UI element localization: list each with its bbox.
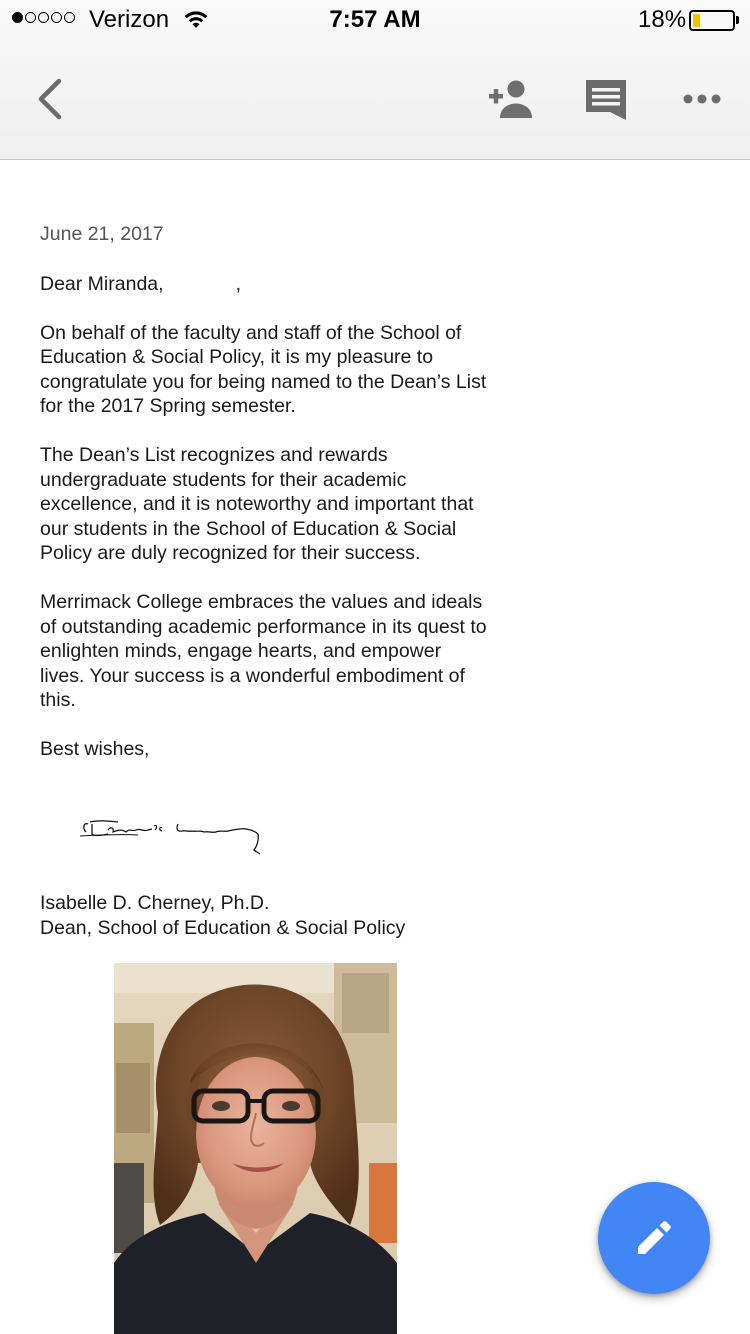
letter-closing: Best wishes, bbox=[40, 738, 150, 760]
comment-icon bbox=[584, 78, 628, 122]
battery-tip bbox=[736, 16, 739, 24]
signer-title: Dean, School of Education & Social Policy bbox=[40, 916, 406, 939]
pencil-icon bbox=[632, 1216, 676, 1260]
edit-fab-button[interactable] bbox=[598, 1182, 710, 1294]
battery-icon bbox=[689, 10, 735, 31]
status-time: 7:57 AM bbox=[329, 6, 421, 33]
carrier-name: Verizon bbox=[89, 6, 170, 33]
more-options-button[interactable] bbox=[680, 84, 724, 114]
letter-paragraph-1: On behalf of the faculty and staff of the School of Education & Social Policy, it is my pleasure to congratulate you for being named to the Dean’s List for the 2017 Spring semester. bbox=[40, 321, 487, 417]
battery-percent: 18% bbox=[638, 6, 687, 33]
top-bar bbox=[0, 0, 750, 160]
letter-paragraph-2: The Dean’s List recognizes and rewards undergraduate students for their academic excellence, and it is noteworthy and important that our students in the School of Education & Social Policy are duly recognized for their success. bbox=[40, 444, 474, 564]
letter-greeting bbox=[40, 272, 490, 297]
back-button[interactable] bbox=[26, 75, 74, 123]
more-horiz-icon bbox=[682, 93, 722, 105]
dean-photo bbox=[114, 963, 397, 1334]
signer-name: Isabelle D. Cherney, Ph.D. bbox=[40, 892, 270, 914]
add-person-button[interactable] bbox=[484, 76, 536, 122]
greeting-text: Dear Miranda, bbox=[40, 272, 164, 295]
battery-level-fill bbox=[693, 14, 700, 27]
handwritten-signature bbox=[78, 812, 268, 858]
comment-button[interactable] bbox=[582, 76, 630, 124]
letter-body bbox=[40, 222, 490, 762]
letter-paragraph-3: Merrimack College embraces the values and ideals of outstanding academic performance in its quest to enlighten minds, engage hearts, and empower lives. Your success is a wonderful embodiment of this. bbox=[40, 591, 487, 711]
chevron-left-icon bbox=[35, 77, 65, 121]
greeting-trailing-comma: , bbox=[235, 272, 241, 295]
status-bar bbox=[0, 0, 750, 40]
letter-date: June 21, 2017 bbox=[40, 223, 164, 245]
signer-block bbox=[40, 891, 405, 940]
person-add-icon bbox=[485, 79, 535, 119]
